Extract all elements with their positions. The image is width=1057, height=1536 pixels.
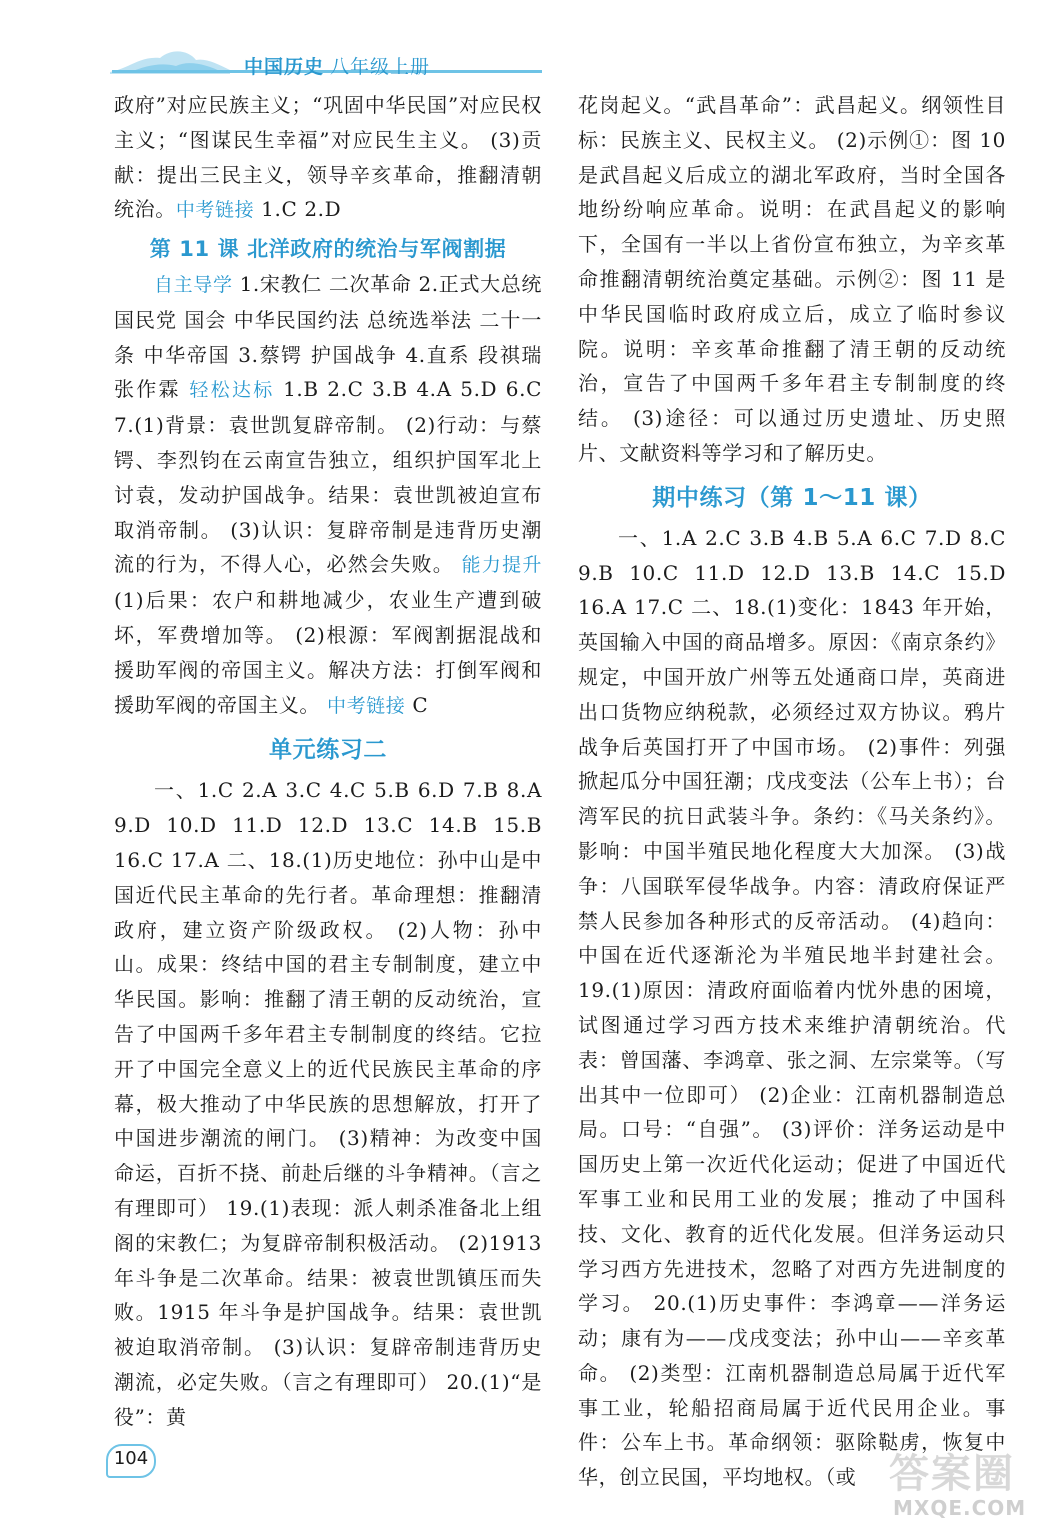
header-subject: 中国历史	[244, 56, 325, 78]
lesson-title: 第 11 课 北洋政府的统治与军阀割据	[149, 237, 507, 262]
answer-paragraph: 花岗起义。“武昌革命”：武昌起义。纲领性目标：民族主义、民权主义。 (2)示例①：图 10 是武昌起义后成立的湖北军政府，当时全国各地纷纷响应革命。说明：在武昌起义的影响下，全国有一半以上省份宣布独立，为辛亥革命推翻清朝统治奠定基础。示例②：图 11 是中华民国临时政府成立后，成立了临时参议院。说明：辛亥革命推翻了清王朝的反动统治，宣告了中国两千多年君主专制制度的终结。 (3)途径：可以通过历史遗址、历史照片、文献资料等学习和了解历史。	[578, 93, 1006, 465]
header-grade: 八年级上册	[330, 56, 431, 78]
keyword-label: 中考链接	[175, 199, 255, 222]
keyword-label: 能力提升	[461, 554, 542, 577]
keyword-label: 中考链接	[326, 694, 406, 717]
page-number: 104	[113, 1448, 149, 1469]
keyword-label: 轻松达标	[189, 379, 275, 402]
watermark-logo: 答案圈	[889, 1451, 1015, 1497]
answer-paragraph: 一、1.C 2.A 3.C 4.C 5.B 6.D 7.B 8.A 9.D 10.D 11.D 12.D 13.C 14.B 15.B 16.C 17.A 二、18.(1)历史地位：孙中山是中国近代民主革命的先行者。革命理想：推翻清政府，建立资产阶级政权。 (2)人物：孙中山。成果：终结中国的君主专制制度，建立中华民国。影响：推翻了清王朝的反动统治，宣告了中国两千多年君主专制制度的终结。它拉开了中国完全意义上的近代民族民主革命的序幕，极大推动了中华民族的思想解放，打开了中国进步潮流的闸门。 (3)精神：为改变中国命运，百折不挠、前赴后继的斗争精神。（言之有理即可） 19.(1)表现：派人刺杀准备北上组阁的宋教仁；为复辟帝制积极活动。 (2)1913 年斗争是二次革命。结果：被袁世凯镇压而失败。1915 年斗争是护国战争。结果：袁世凯被迫取消帝制。 (3)认识：复辟帝制违背历史潮流，必定失败。（言之有理即可） 20.(1)“是役”：黄	[114, 778, 542, 1429]
keyword-label: 自主导学	[154, 273, 233, 296]
watermark	[885, 1442, 1045, 1528]
header-rule	[112, 70, 542, 73]
page-header	[0, 0, 1057, 90]
answer-paragraph: 政府”对应民族主义；“巩固中华民国”对应民权主义；“图谋民生幸福”对应民生主义。 (3)贡献：提出三民主义，领导辛亥革命，推翻清朝统治。中考链接 1.C 2.D	[114, 93, 542, 222]
page-number-badge	[106, 1444, 156, 1478]
left-column	[114, 88, 542, 1434]
section-title: 期中练习（第 1～11 课）	[652, 484, 932, 511]
answer-paragraph: 一、1.A 2.C 3.B 4.B 5.A 6.C 7.D 8.C 9.B 10.C 11.D 12.D 13.B 14.C 15.D 16.A 17.C 二、18.(1)变化：1843 年开始，英国输入中国的商品增多。原因：《南京条约》规定，中国开放广州等五处通商口岸，英商进出口货物应纳税款，必须经过双方协议。鸦片战争后英国打开了中国市场。 (2)事件：列强掀起瓜分中国狂潮；戊戌变法（公车上书）；台湾军民的抗日武装斗争。条约：《马关条约》。影响：中国半殖民地化程度大大加深。 (3)战争：八国联军侵华战争。内容：清政府保证严禁人民参加各种形式的反帝活动。 (4)趋向：中国在近代逐渐沦为半殖民地半封建社会。 19.(1)原因：清政府面临着内忧外患的困境，试图通过学习西方技术来维护清朝统治。代表：曾国藩、李鸿章、张之洞、左宗棠等。（写出其中一位即可） (2)企业：江南机器制造总局。口号：“自强”。 (3)评价：洋务运动是中国历史上第一次近代化运动；促进了中国近代军事工业和民用工业的发展；推动了中国科技、文化、教育的近代化发展。但洋务运动只学习西方先进技术，忽略了对西方先进制度的学习。 20.(1)历史事件：李鸿章——洋务运动；康有为——戊戌变法；孙中山——辛亥革命。 (2)类型：江南机器制造总局属于近代军事工业，轮船招商局属于近代民用企业。事件：公车上书。革命纲领：驱除鞑虏，恢复中华，创立民国，平均地权。（或	[578, 525, 1006, 1490]
watermark-url: MXQE.COM	[893, 1496, 1027, 1520]
right-column	[578, 88, 1006, 1495]
answer-paragraph: 自主导学 1.宋教仁 二次革命 2.正式大总统 国民党 国会 中华民国约法 总统选举法 二十一条 中华帝国 3.蔡锷 护国战争 4.直系 段祺瑞 张作霖 轻松达标 1.B 2.C 3.B 4.A 5.D 6.C 7.(1)背景：袁世凯复辟帝制。 (2)行动：与蔡锷、李烈钧在云南宣告独立，组织护国军北上讨袁，发动护国战争。结果：袁世凯被迫宣布取消帝制。 (3)认识：复辟帝制是违背历史潮流的行为，不得人心，必然会失败。 能力提升 (1)后果：农户和耕地减少，农业生产遭到破坏，军费增加等。 (2)根源：军阀割据混战和援助军阀的帝国主义。解决方法：打倒军阀和援助军阀的帝国主义。 中考链接 C	[114, 271, 542, 717]
section-title: 单元练习二	[269, 737, 387, 764]
